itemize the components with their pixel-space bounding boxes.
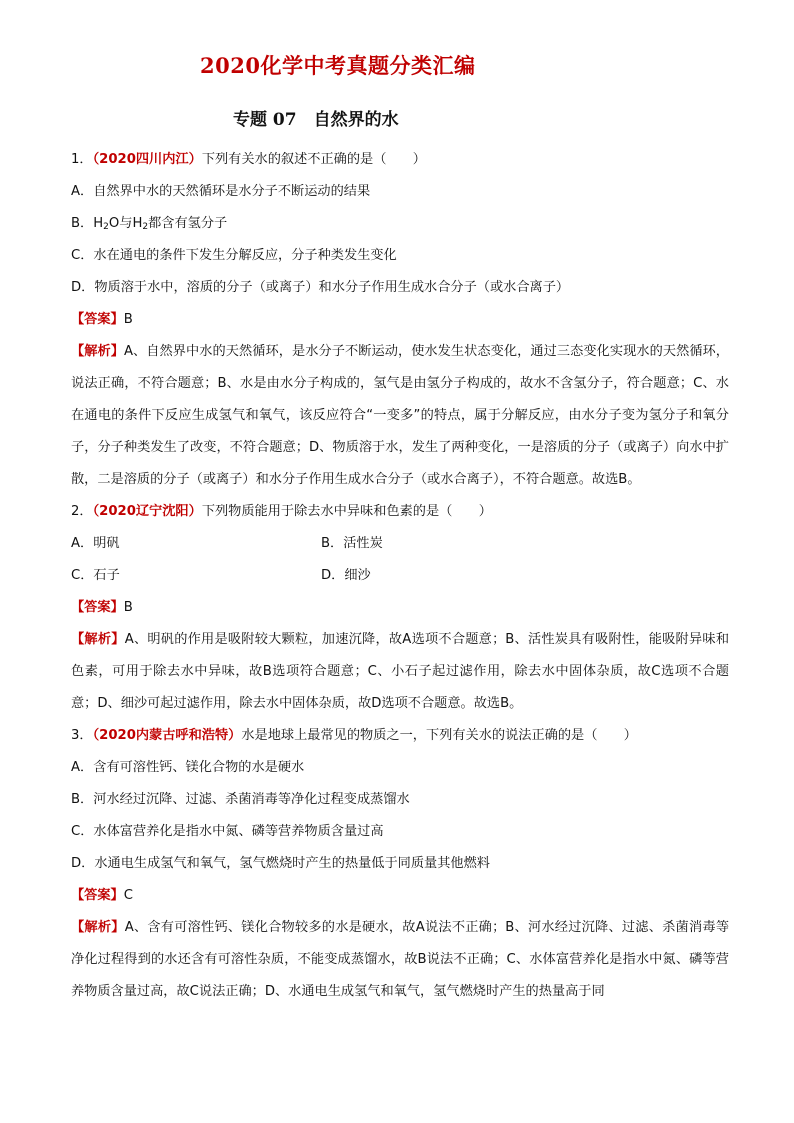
question-2: [71, 496, 729, 720]
question-stem: [71, 496, 729, 528]
question-number: 1．: [71, 152, 93, 167]
option-c: C．水在通电的条件下发生分解反应，分子种类发生变化: [71, 248, 397, 263]
analysis-text: A、明矾的作用是吸附较大颗粒，加速沉降，故A选项不合题意；B、活性炭具有吸附性，能吸附异味和色素，可用于除去水中异味，故B选项符合题意；C、小石子起过滤作用，除去水中固体杂质，故C选项不合题意；D、细沙可起过滤作用，除去水中固体杂质，故D选项不合题意。故选B。: [71, 632, 730, 711]
document-body: [71, 144, 729, 1008]
analysis-text: A、自然界中水的天然循环，是水分子不断运动，使水发生状态变化，通过三态变化实现水的天然循环，说法正确，不符合题意；B、水是由水分子构成的，氢气是由氢分子构成的，故水不含氢分子，符合题意；C、水在通电的条件下反应生成氢气和氧气，该反应符合“一变多”的特点，属于分解反应，由水分子变为氢分子和氧分子，分子种类发生了改变，不符合题意；D、物质溶于水，发生了两种变化，一是溶质的分子（或离子）向水中扩散，二是溶质的分子（或离子）和水分子作用生成水合分子（或水合离子），不符合题意。故选B。: [71, 344, 729, 487]
option-d: D．水通电生成氢气和氧气，氢气燃烧时产生的热量低于同质量其他燃料: [71, 856, 490, 871]
analysis: [71, 912, 729, 1008]
topic-title: 专题 07 自然界的水: [233, 110, 399, 130]
answer-value: B: [123, 312, 133, 327]
answer-label: 【答案】: [71, 888, 124, 903]
answer-value: B: [123, 600, 133, 615]
question-number: 3．: [71, 728, 93, 743]
analysis-text: A、含有可溶性钙、镁化合物较多的水是硬水，故A说法不正确；B、河水经过沉降、过滤、杀菌消毒等净化过程得到的水还含有可溶性杂质，不能变成蒸馏水，故B说法不正确；C、水体富营养化是指水中氮、磷等营养物质含量过高，故C说法正确；D、水通电生成氢气和氧气，氢气燃烧时产生的热量高于同: [71, 920, 730, 999]
analysis: [71, 336, 729, 496]
option-a: A．含有可溶性钙、镁化合物的水是硬水: [71, 760, 305, 775]
question-1: [71, 144, 729, 496]
option-b: B．$H_2O$与$H_2$都含有氢分子: [71, 216, 228, 232]
answer: [71, 880, 729, 912]
answer-label: 【答案】: [71, 600, 124, 615]
question-number: 2．: [71, 504, 93, 519]
option-c: C．石子: [71, 568, 120, 583]
question-3: [71, 720, 729, 1008]
question-source: （2020辽宁沈阳）: [92, 504, 202, 519]
option-a: A．自然界中水的天然循环是水分子不断运动的结果: [71, 184, 371, 199]
analysis-label: 【解析】: [71, 632, 125, 647]
answer: [71, 592, 729, 624]
option-d: D．物质溶于水中，溶质的分子（或离子）和水分子作用生成水合分子（或水合离子）: [71, 280, 570, 295]
question-stem: [71, 720, 729, 752]
options-row: [71, 560, 729, 592]
answer: [71, 304, 729, 336]
document-title: 2020化学中考真题分类汇编: [200, 53, 476, 78]
option-c: C．水体富营养化是指水中氮、磷等营养物质含量过高: [71, 824, 384, 839]
question-text: 下列有关水的叙述不正确的是（ ）: [201, 152, 426, 167]
question-source: （2020四川内江）: [92, 152, 202, 167]
option-b: B．活性炭: [321, 536, 383, 551]
question-text: 下列物质能用于除去水中异味和色素的是（ ）: [201, 504, 492, 519]
question-source: （2020内蒙古呼和浩特）: [92, 728, 242, 743]
option-a: A．明矾: [71, 536, 120, 551]
question-stem: [71, 144, 729, 176]
option-d: D．细沙: [321, 568, 371, 583]
answer-value: C: [123, 888, 133, 903]
option-b: B．河水经过沉降、过滤、杀菌消毒等净化过程变成蒸馏水: [71, 792, 410, 807]
analysis: [71, 624, 729, 720]
answer-label: 【答案】: [71, 312, 124, 327]
question-text: 水是地球上最常见的物质之一，下列有关水的说法正确的是（ ）: [241, 728, 637, 743]
analysis-label: 【解析】: [71, 344, 124, 359]
options-row: [71, 528, 729, 560]
analysis-label: 【解析】: [71, 920, 125, 935]
